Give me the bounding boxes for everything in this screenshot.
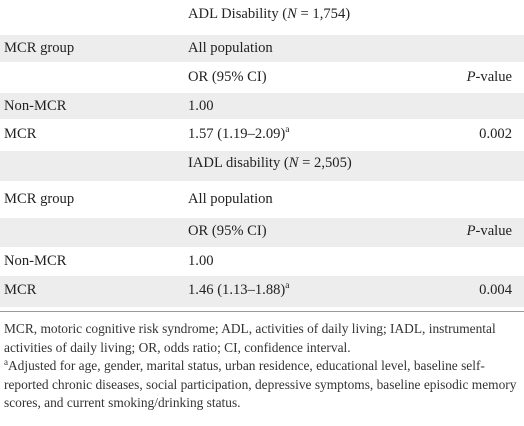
adl-row-or-cell [188, 126, 290, 143]
adl-population-label: All population [188, 40, 273, 56]
iadl-row-or: 1.00 [188, 253, 214, 269]
adl-p-header: P-value [466, 69, 512, 85]
iadl-group-label: MCR group [4, 191, 75, 207]
adl-row-group: MCR [4, 126, 37, 142]
iadl-population-label: All population [188, 191, 273, 207]
adl-row-or-footnote-marker: a [285, 125, 290, 135]
iadl-group-row [0, 181, 524, 218]
iadl-row-or: 1.46 (1.13–1.88) [188, 282, 286, 298]
iadl-section [0, 151, 524, 307]
iadl-row-group: MCR [4, 282, 37, 298]
adl-row-group: Non-MCR [4, 98, 67, 114]
iadl-row-or-footnote-marker: a [285, 281, 290, 291]
table-bottom-rule [0, 311, 524, 312]
adl-row-p: 0.002 [479, 126, 512, 142]
iadl-row-or-cell [188, 282, 290, 299]
adl-or-header: OR (95% CI) [188, 69, 267, 85]
iadl-row-mcr [0, 276, 524, 307]
adl-group-row [0, 35, 524, 62]
adl-row-mcr [0, 119, 524, 151]
adl-section [0, 0, 524, 151]
adjusted-footnote-text: Adjusted for age, gender, marital status, urban residence, educational level, baseline self-reported chronic diseases, social participation, depressive symptoms, baseline episodic memory scores, and current smoking/drinking status. [4, 358, 517, 411]
adl-row-or: 1.57 (1.19–2.09) [188, 126, 286, 142]
iadl-row-non-mcr [0, 247, 524, 276]
adjusted-footnote-marker: a [4, 357, 8, 368]
iadl-title-row [0, 151, 524, 181]
adl-row-or: 1.00 [188, 98, 214, 114]
adl-header-row [0, 62, 524, 93]
adl-row-non-mcr [0, 93, 524, 119]
iadl-section-title: IADL disability (N = 2,505) [188, 155, 352, 171]
iadl-header-row [0, 218, 524, 247]
table-footnotes [4, 320, 520, 413]
adl-section-title: ADL Disability (N = 1,754) [188, 6, 351, 22]
adjusted-footnote [4, 357, 520, 413]
iadl-row-p: 0.004 [479, 282, 512, 298]
adl-title-row [0, 0, 524, 35]
abbreviations-footnote: MCR, motoric cognitive risk syndrome; ADL, activities of daily living; IADL, instrumental activities of daily living; OR, odds ratio; CI, confidence interval. [4, 321, 496, 355]
iadl-or-header: OR (95% CI) [188, 223, 267, 239]
iadl-p-header: P-value [466, 223, 512, 239]
iadl-row-group: Non-MCR [4, 253, 67, 269]
adl-group-label: MCR group [4, 40, 75, 56]
